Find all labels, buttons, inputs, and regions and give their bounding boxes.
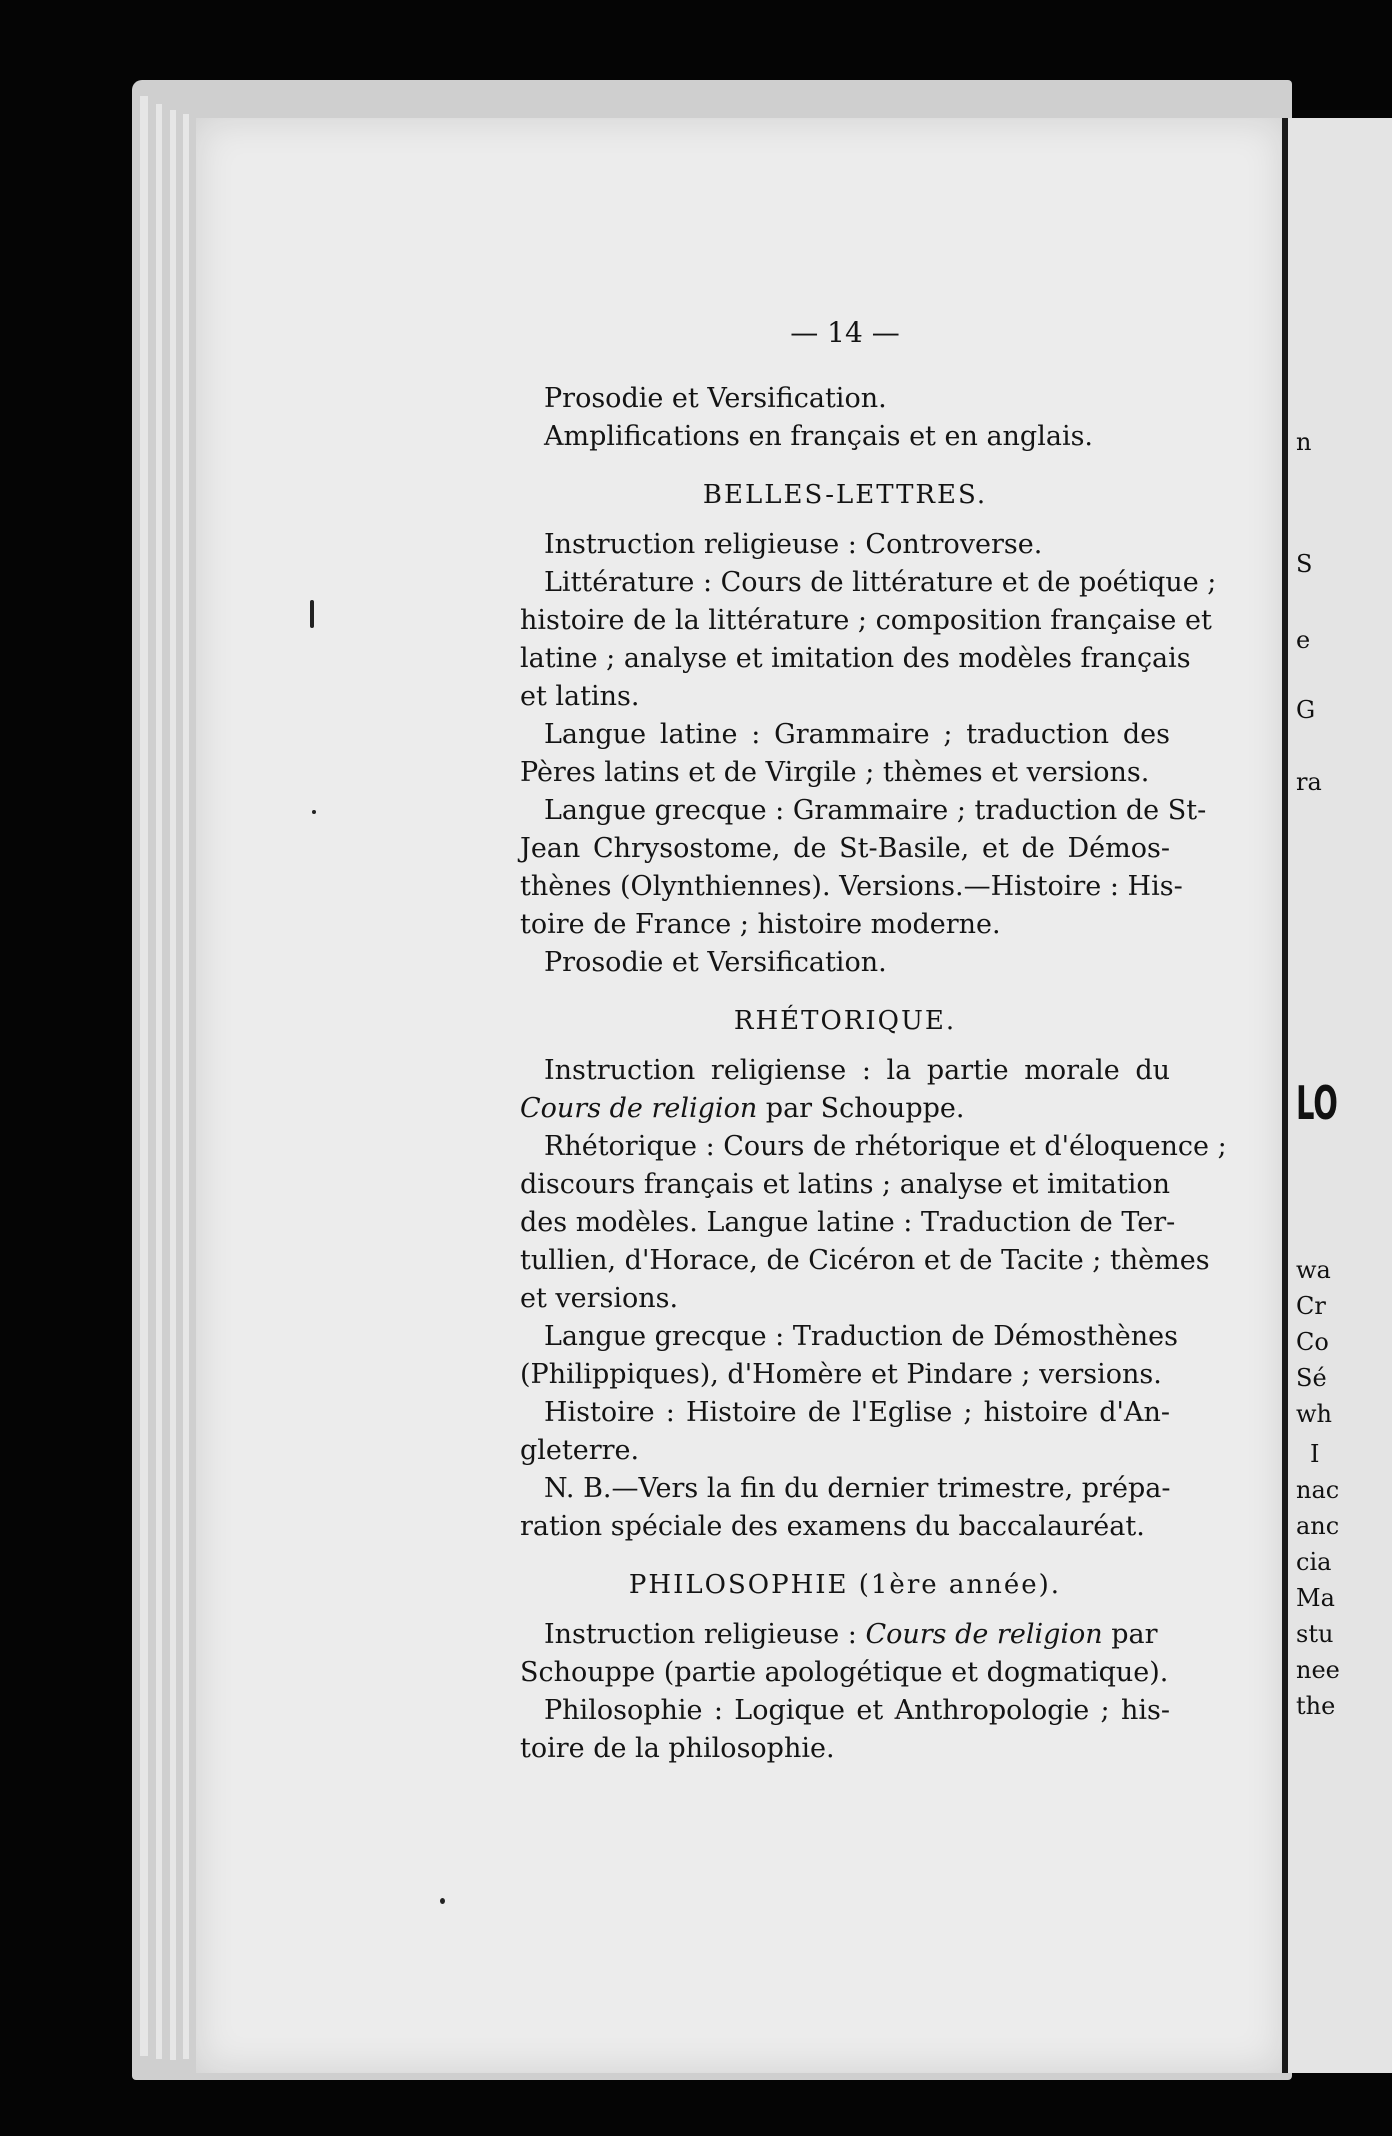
text-line: et latins. bbox=[520, 681, 640, 712]
right-fragment: stu bbox=[1296, 1620, 1334, 1648]
text-line bbox=[520, 1090, 1170, 1128]
text-line: Instruction religiense : la partie morale du bbox=[544, 1055, 1170, 1086]
right-fragment: G bbox=[1296, 696, 1316, 724]
right-fragment: Sé bbox=[1296, 1364, 1327, 1392]
text-line: Langue grecque : Grammaire ; traduction de St- bbox=[544, 795, 1207, 826]
right-fragment: anc bbox=[1296, 1512, 1340, 1540]
section-heading-philosophie: PHILOSOPHIE (1ère année). bbox=[628, 1570, 1062, 1600]
section-heading-rhetorique: RHÉTORIQUE. bbox=[733, 1006, 957, 1036]
text-line: Rhétorique : Cours de rhétorique et d'éloquence ; bbox=[544, 1131, 1227, 1162]
right-fragment: n bbox=[1296, 428, 1312, 456]
text-line: Prosodie et Versification. bbox=[544, 947, 887, 978]
italic-title: Cours de religion bbox=[865, 1619, 1103, 1650]
page-edge bbox=[183, 114, 189, 2059]
right-fragment: e bbox=[1296, 626, 1311, 654]
text-line: discours français et latins ; analyse et imitation bbox=[520, 1169, 1170, 1200]
section-heading-belles-lettres: BELLES-LETTRES. bbox=[702, 480, 988, 510]
right-fragment: Co bbox=[1296, 1328, 1329, 1356]
text-line: tullien, d'Horace, de Cicéron et de Tacite ; thèmes bbox=[520, 1245, 1210, 1276]
text-line: des modèles. Langue latine : Traduction de Ter- bbox=[520, 1207, 1176, 1238]
text-line: gleterre. bbox=[520, 1435, 640, 1466]
text-line: latine ; analyse et imitation des modèles français bbox=[520, 643, 1191, 674]
italic-title: Cours de religion bbox=[520, 1093, 758, 1124]
right-fragment: S bbox=[1296, 550, 1313, 578]
scan-mark bbox=[440, 1898, 445, 1904]
text-line: et versions. bbox=[520, 1283, 679, 1314]
text-line: N. B.—Vers la fin du dernier trimestre, prépa- bbox=[544, 1473, 1171, 1504]
right-fragment: Cr bbox=[1296, 1292, 1326, 1320]
text-line: Littérature : Cours de littérature et de poétique ; bbox=[544, 567, 1217, 598]
text-line bbox=[520, 1616, 1170, 1654]
right-fragment-heading: LO bbox=[1296, 1076, 1338, 1130]
text-line: Jean Chrysostome, de St-Basile, et de Démos- bbox=[520, 833, 1170, 864]
text-line: thènes (Olynthiennes). Versions.—Histoire : His- bbox=[520, 871, 1183, 902]
text-line: Philosophie : Logique et Anthropologie ; his- bbox=[544, 1695, 1170, 1726]
text-line: Prosodie et Versification. bbox=[544, 383, 887, 414]
right-fragment: wh bbox=[1296, 1400, 1332, 1428]
text-line: Schouppe (partie apologétique et dogmatique). bbox=[520, 1657, 1169, 1688]
scan-mark bbox=[312, 810, 316, 814]
page-body bbox=[520, 380, 1227, 1768]
text-line: toire de la philosophie. bbox=[520, 1733, 835, 1764]
text-line: Langue latine : Grammaire ; traduction des bbox=[544, 719, 1170, 750]
page-number: — 14 — bbox=[790, 316, 900, 349]
text-line: Pères latins et de Virgile ; thèmes et versions. bbox=[520, 757, 1150, 788]
right-page-fragment bbox=[1288, 118, 1392, 2073]
text-line: Langue grecque : Traduction de Démosthènes bbox=[544, 1321, 1178, 1352]
text-fragment: par Schouppe. bbox=[757, 1093, 965, 1124]
text-line: Histoire : Histoire de l'Eglise ; histoire d'An- bbox=[544, 1397, 1170, 1428]
scan-mark bbox=[310, 600, 314, 628]
right-fragment: Ma bbox=[1296, 1584, 1335, 1612]
right-fragment: nac bbox=[1296, 1476, 1340, 1504]
text-line: histoire de la littérature ; composition française et bbox=[520, 605, 1212, 636]
page-edge bbox=[170, 110, 176, 2060]
text-fragment: par bbox=[1102, 1619, 1158, 1650]
text-line: (Philippiques), d'Homère et Pindare ; versions. bbox=[520, 1359, 1162, 1390]
right-fragment: ra bbox=[1296, 768, 1322, 796]
right-fragment: wa bbox=[1296, 1256, 1331, 1284]
text-line: ration spéciale des examens du baccalauréat. bbox=[520, 1511, 1145, 1542]
page-edge bbox=[140, 96, 148, 2056]
right-fragment: I bbox=[1310, 1440, 1320, 1468]
text-line: toire de France ; histoire moderne. bbox=[520, 909, 1001, 940]
text-line: Instruction religieuse : Controverse. bbox=[544, 529, 1043, 560]
text-line: Amplifications en français et en anglais. bbox=[544, 421, 1094, 452]
right-fragment: cia bbox=[1296, 1548, 1332, 1576]
page-edge bbox=[156, 104, 162, 2059]
right-fragment: the bbox=[1296, 1692, 1336, 1720]
right-fragment: nee bbox=[1296, 1656, 1340, 1684]
text-fragment: Instruction religieuse : bbox=[544, 1619, 866, 1650]
